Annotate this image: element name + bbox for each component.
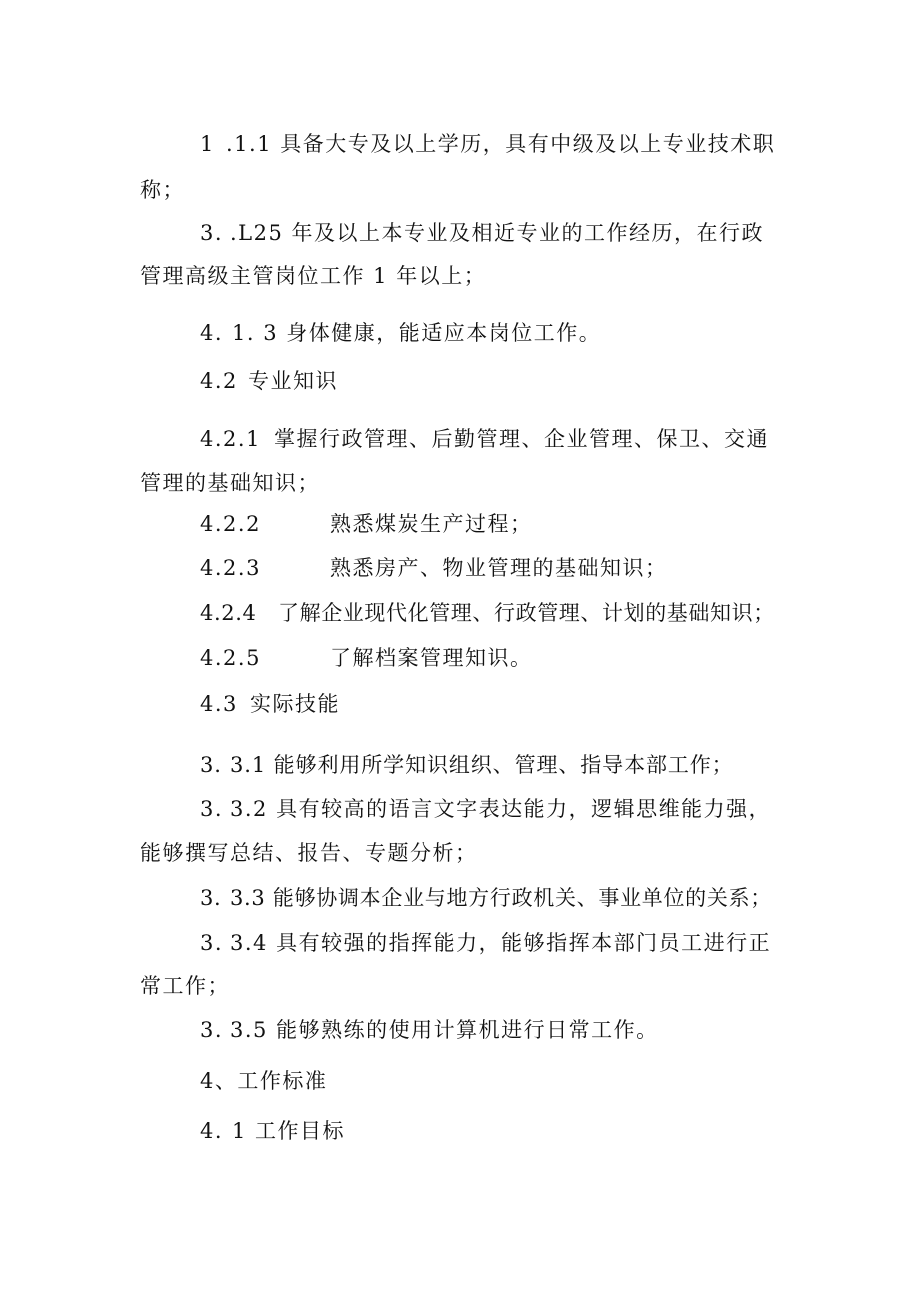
clause-text: 熟悉煤炭生产过程；: [330, 512, 533, 536]
clause-text: 常工作；: [140, 974, 230, 998]
clause-4-3-2: [200, 796, 771, 822]
clause-number: 1: [200, 132, 215, 156]
clause-4-3-1: [200, 752, 734, 778]
clause-4-3-2-cont: [140, 840, 478, 866]
clause-number: 3.: [200, 797, 224, 821]
clause-number: 4.2.1: [200, 427, 261, 451]
clause-number: 3.: [200, 753, 222, 777]
section-title: 实际技能: [250, 692, 340, 716]
clause-4-1-2-cont: [140, 263, 486, 289]
clause-text: .L25 年及以上本专业及相近专业的工作经历，在行政: [230, 221, 765, 245]
clause-number: 4.2.5: [200, 646, 261, 670]
clause-4-1-3: [200, 320, 601, 346]
clause-text: 3.3 能够协调本企业与地方行政机关、事业单位的关系；: [230, 886, 772, 910]
clause-text: 3.2 具有较高的语言文字表达能力，逻辑思维能力强，: [230, 797, 772, 821]
clause-4-2-2: [200, 511, 533, 537]
clause-number: 3.: [200, 221, 224, 245]
clause-4-3-3: [200, 885, 772, 911]
clause-text: 掌握行政管理、后勤管理、企业管理、保卫、交通: [274, 427, 769, 451]
clause-4-1-1-cont: [140, 177, 185, 203]
clause-text: 1. 3 身体健康，能适应本岗位工作。: [232, 321, 602, 345]
clause-number: 4.2.4: [200, 601, 257, 625]
section-4-3-heading: [200, 691, 340, 717]
clause-text: 3.5 能够熟练的使用计算机进行日常工作。: [230, 1018, 659, 1042]
clause-4-3-4-cont: [140, 973, 230, 999]
section-number: 4.3: [200, 692, 238, 716]
clause-number: 4.: [200, 321, 224, 345]
section-5-1-heading: [200, 1118, 345, 1144]
clause-number: 4.2.3: [200, 556, 261, 580]
clause-text: .1.1 具备大专及以上学历，具有中级及以上专业技术职: [226, 132, 776, 156]
clause-number: 3.: [200, 931, 224, 955]
clause-text: 称；: [140, 178, 185, 202]
clause-text: 3.1 能够利用所学知识组织、管理、指导本部工作；: [230, 753, 734, 777]
section-5-heading: [200, 1068, 327, 1094]
clause-4-2-1-cont: [140, 470, 320, 496]
clause-text: 管理的基础知识；: [140, 471, 320, 495]
clause-text: 管理高级主管岗位工作 1 年以上；: [140, 264, 487, 288]
clause-text: 能够撰写总结、报告、专题分析；: [140, 841, 478, 865]
section-4-2-heading: [200, 368, 338, 394]
section-title: 专业知识: [248, 369, 338, 393]
clause-number: 4.2.2: [200, 512, 261, 536]
clause-text: 了解企业现代化管理、行政管理、计划的基础知识；: [278, 601, 775, 625]
clause-4-2-4: [200, 600, 775, 626]
section-number: 4.: [200, 1119, 224, 1143]
clause-4-2-3: [200, 555, 668, 581]
section-title: 4、工作标准: [200, 1069, 328, 1093]
clause-text: 熟悉房产、物业管理的基础知识；: [330, 556, 668, 580]
section-title: 1 工作目标: [232, 1119, 346, 1143]
clause-4-1-2: [200, 220, 764, 246]
clause-number: 3.: [200, 1018, 224, 1042]
clause-4-1-1: [200, 131, 775, 157]
clause-4-2-1: [200, 426, 769, 452]
clause-4-3-4: [200, 930, 771, 956]
clause-text: 3.4 具有较强的指挥能力，能够指挥本部门员工进行正: [230, 931, 772, 955]
clause-number: 3.: [200, 886, 222, 910]
clause-text: 了解档案管理知识。: [330, 646, 533, 670]
clause-4-3-5: [200, 1017, 659, 1043]
clause-4-2-5: [200, 645, 533, 671]
section-number: 4.2: [200, 369, 238, 393]
